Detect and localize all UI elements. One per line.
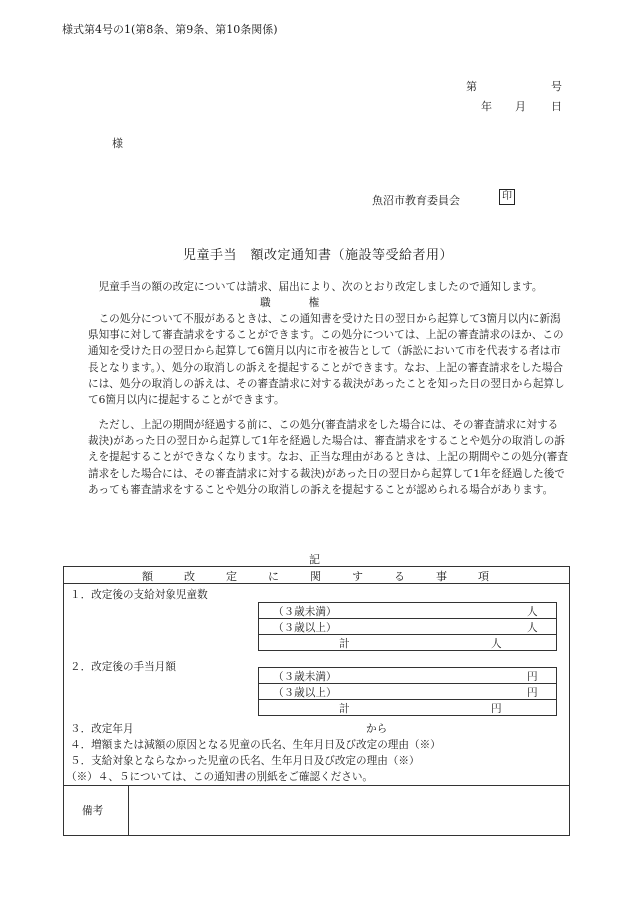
item3-label: ３．改定年月: [70, 723, 134, 735]
header-char: に: [268, 570, 279, 583]
ki-heading: 記: [309, 553, 320, 566]
seal-stamp: 印: [499, 189, 515, 205]
form-label: 様式第4号の1(第8条、第9条、第10条関係): [62, 23, 278, 36]
ex-officio-mark: [260, 295, 319, 310]
header-char: 項: [478, 570, 489, 583]
item2-row-over3: [259, 684, 556, 700]
paragraph-appeal: この処分について不服があるときは、この通知書を受けた日の翌日から起算して3箇月以内に新潟県知事に対して審査請求をすることができます。この処分については、上記の審査請求のほか、この通知を受けた日の翌日から起算して6箇月以内に市を被告として（訴訟において市を代表する者は市長となります。）、処分の取消しの訴えを提起することができます。なお、上記の審査請求をした場合には、処分の取消しの訴えは、その審査請求に対する裁決があったことを知った日の翌日から起算して6箇月以内に提起することができます。: [88, 313, 565, 407]
kengen-char-2: 権: [308, 297, 320, 309]
recipient-suffix: 様: [112, 137, 123, 150]
header-char: 改: [184, 570, 195, 583]
date-year: 年: [481, 100, 492, 113]
table-note: （※）４、５については、この通知書の別紙をご確認ください。: [66, 771, 374, 783]
item1-row-total: [259, 635, 556, 651]
paragraph-deadline: ただし、上記の期間が経過する前に、この処分(審査請求をした場合には、その審査請求に対する裁決)があった日の翌日から起算して1年を経過した場合は、審査請求をすることや処分の取消しの訴えを提起することができなくなります。なお、正当な理由があるときは、上記の期間やこの処分(審査請求をした場合には、その審査請求に対する裁決)があった日の翌日から起算して1年を経過した後であっても審査請求をすることや処分の取消しの訴えを提起することが認められる場合があります。: [88, 419, 568, 496]
remarks-field[interactable]: [135, 790, 565, 830]
item2-subtable: [258, 667, 557, 716]
item1-row-unit: 人: [527, 606, 538, 618]
issuer-name: 魚沼市教育委員会: [372, 194, 460, 207]
item4-label: ４．増額または減額の原因となる児童の氏名、生年月日及び改定の理由（※）: [70, 739, 441, 751]
item1-label: １．改定後の支給対象児童数: [70, 589, 208, 601]
item1-row-unit: 人: [527, 622, 538, 634]
header-char: す: [352, 570, 363, 583]
remarks-label: 備考: [82, 805, 104, 817]
item5-label: ５．支給対象とならなかった児童の氏名、生年月日及び改定の理由（※）: [70, 755, 420, 767]
item1-row-label: （３歳以上）: [273, 622, 337, 634]
item2-row-total: [259, 700, 556, 716]
item2-row-label: （３歳未満）: [273, 671, 337, 683]
item2-row-label: （３歳以上）: [273, 687, 337, 699]
date-month: 月: [515, 100, 526, 113]
item2-total-label: 計: [339, 703, 350, 715]
header-char: 定: [226, 570, 237, 583]
doc-number-suffix: 号: [551, 80, 562, 93]
item2-total-unit: 円: [491, 703, 502, 715]
table-header: [142, 568, 520, 584]
item2-row-unit: 円: [527, 687, 538, 699]
item2-row-under3: [259, 668, 556, 684]
remarks-column-divider: [128, 785, 129, 836]
item1-row-label: （３歳未満）: [273, 606, 337, 618]
item3-suffix: から: [366, 723, 388, 735]
item1-total-unit: 人: [491, 638, 502, 650]
document-title: 児童手当 額改定通知書（施設等受給者用）: [183, 248, 454, 263]
item2-label: ２．改定後の手当月額: [70, 661, 176, 673]
header-char: 額: [142, 570, 153, 583]
remarks-divider: [63, 785, 570, 786]
item2-row-unit: 円: [527, 671, 538, 683]
doc-number-prefix: 第: [466, 80, 477, 93]
date-day: 日: [551, 100, 562, 113]
item1-row-under3: [259, 603, 556, 619]
item1-row-over3: [259, 619, 556, 635]
header-char: る: [394, 570, 405, 583]
kengen-char-1: 職: [260, 297, 271, 309]
item1-total-label: 計: [339, 638, 350, 650]
paragraph-notice: 児童手当の額の改定については請求、届出により、次のとおり改定しましたので通知します。: [88, 281, 543, 293]
header-char: 事: [436, 570, 447, 583]
header-char: 関: [310, 570, 321, 583]
item1-subtable: [258, 602, 557, 651]
